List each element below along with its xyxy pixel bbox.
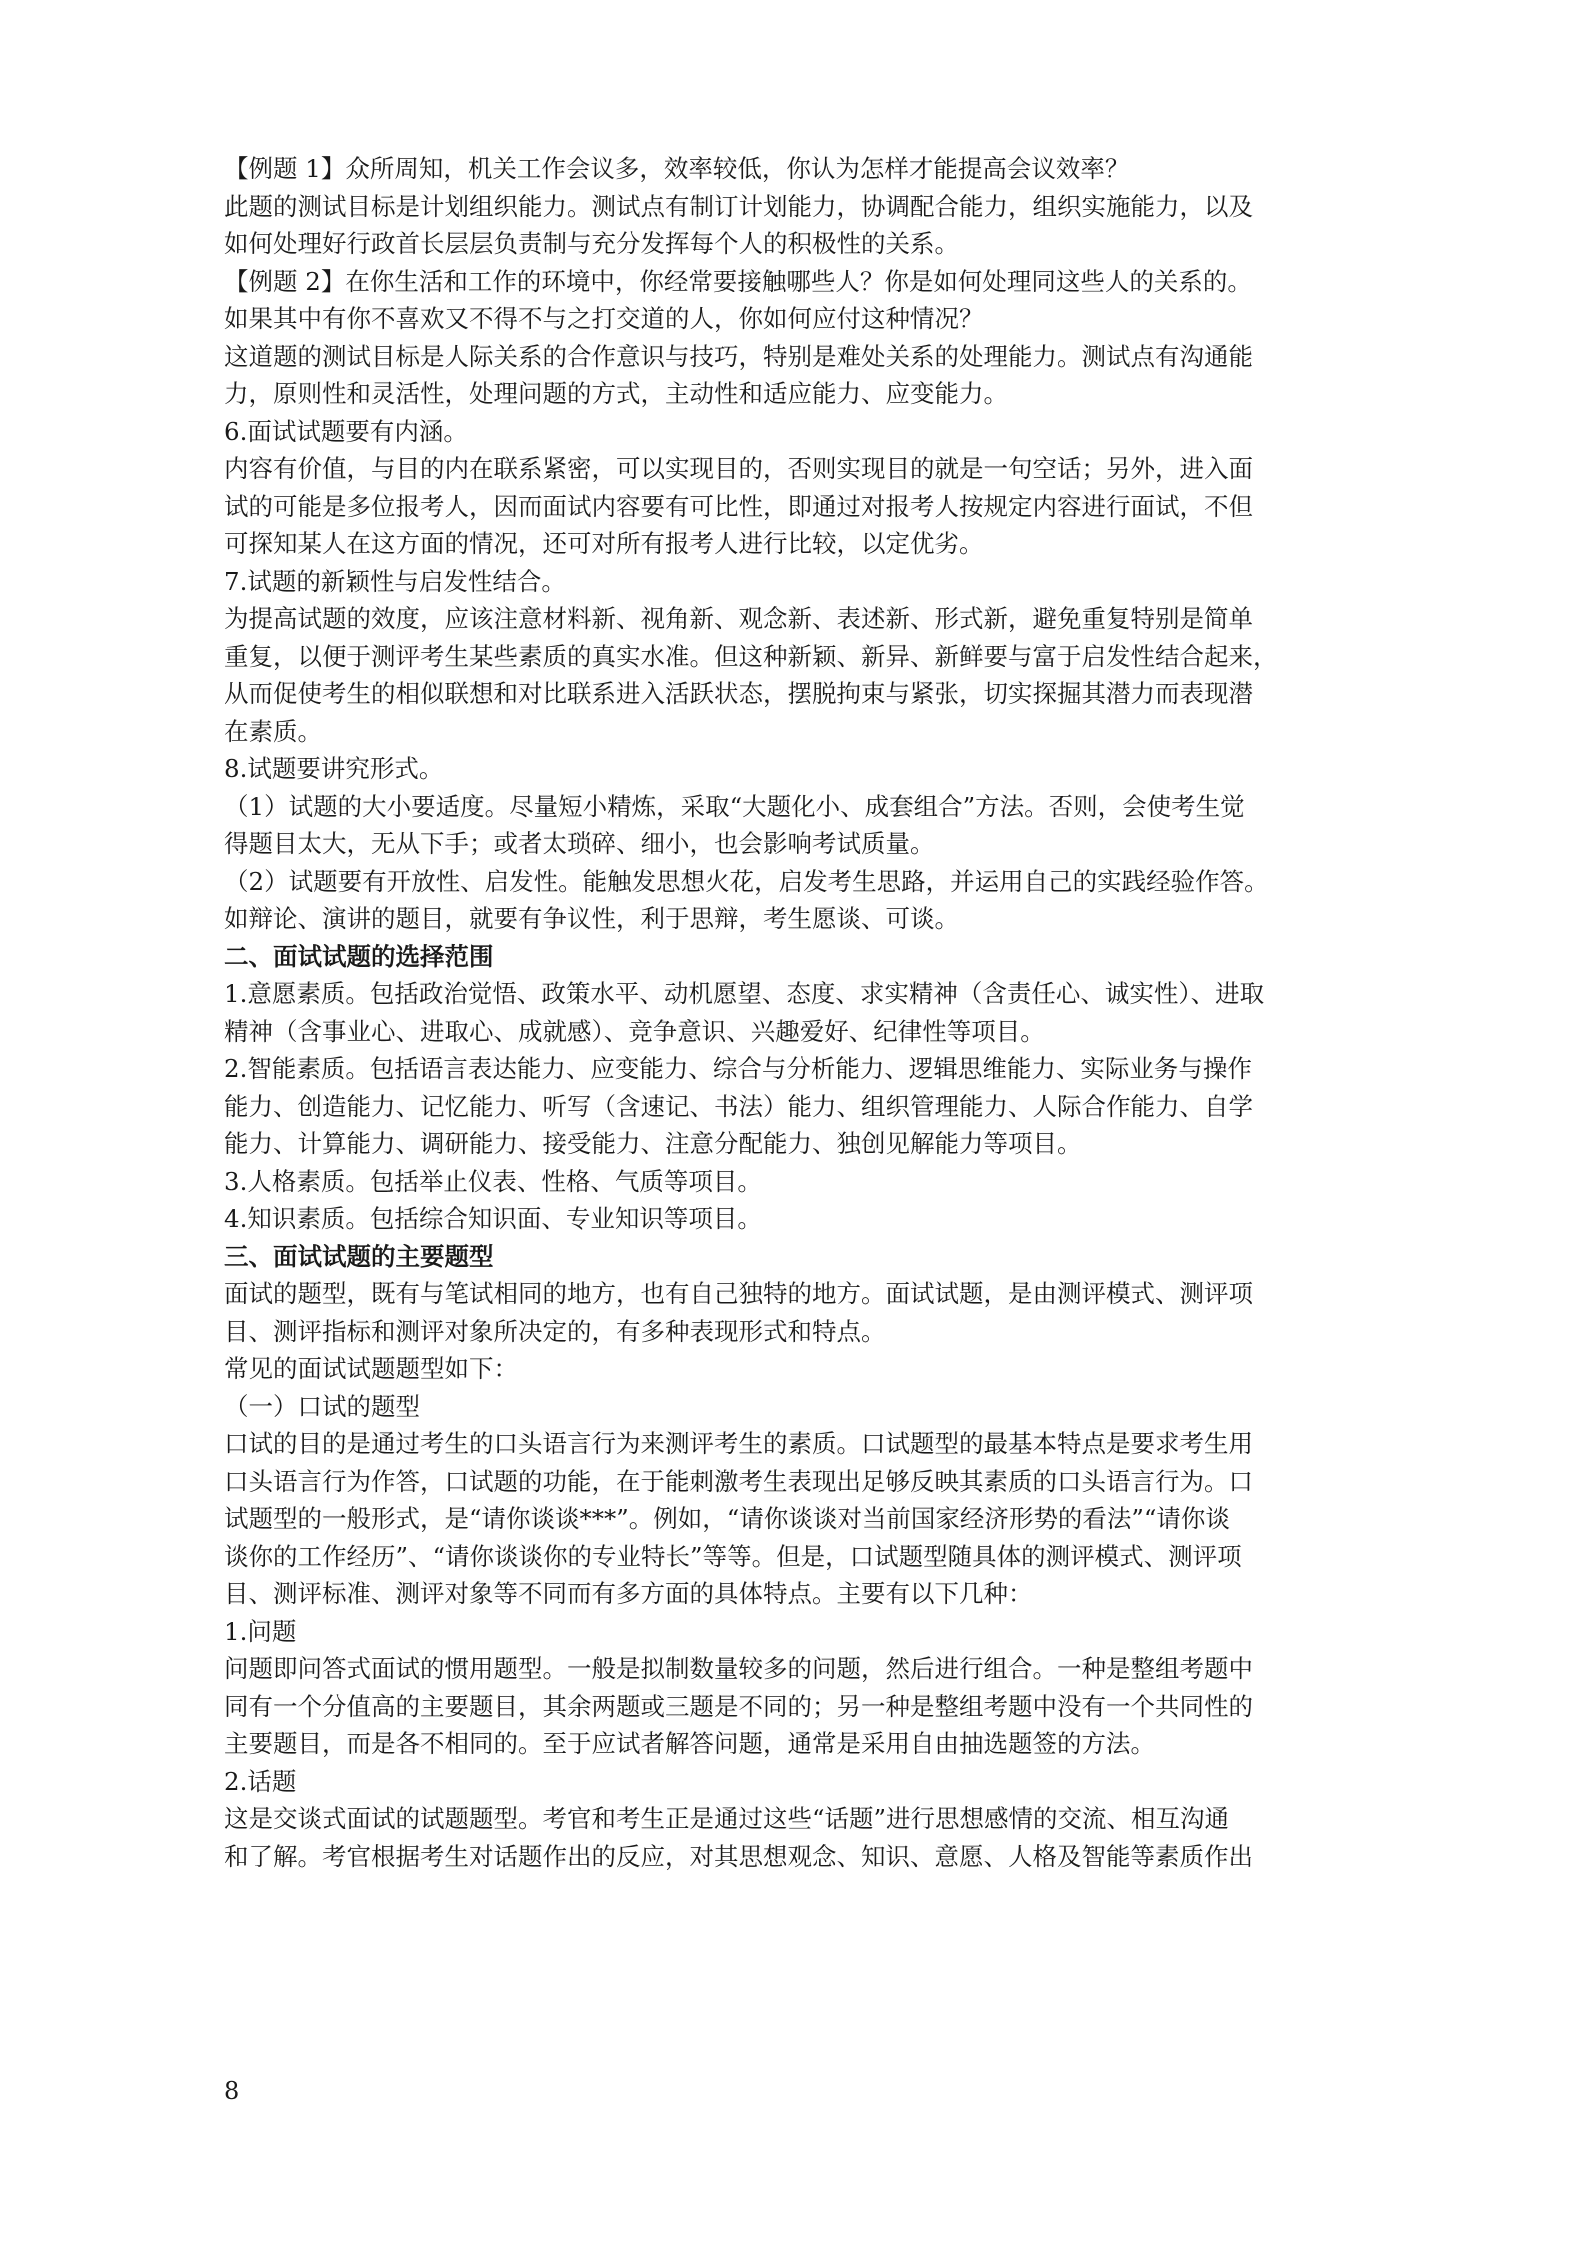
text-line: 精神（含事业心、进取心、成就感）、竞争意识、兴趣爱好、纪律性等项目。 (224, 1016, 1045, 1046)
text-line: 试题型的一般形式，是“请你谈谈***”。例如，“请你谈谈对当前国家经济形势的看法”“请你谈 (224, 1504, 1230, 1533)
text-line: 2.智能素质。包括语言表达能力、应变能力、综合与分析能力、逻辑思维能力、实际业务与操作 (224, 1054, 1252, 1083)
text-line: 如辩论、演讲的题目，就要有争议性，利于思辩，考生愿谈、可谈。 (224, 904, 959, 933)
text-line: 6.面试试题要有内涵。 (224, 416, 468, 446)
text-line: 目、测评指标和测评对象所决定的，有多种表现形式和特点。 (224, 1316, 886, 1346)
text-line: 和了解。考官根据考生对话题作出的反应，对其思想观念、知识、意愿、人格及智能等素质作出 (224, 1841, 1253, 1871)
text-line: （1）试题的大小要适度。尽量短小精炼，采取“大题化小、成套组合”方法。否则，会使考生觉 (224, 791, 1245, 821)
text-line: 问题即问答式面试的惯用题型。一般是拟制数量较多的问题，然后进行组合。一种是整组考题中 (224, 1654, 1253, 1683)
text-line: 主要题目，而是各不相同的。至于应试者解答问题，通常是采用自由抽选题签的方法。 (224, 1729, 1155, 1758)
text-line: 能力、计算能力、调研能力、接受能力、注意分配能力、独创见解能力等项目。 (224, 1129, 1082, 1158)
text-line: 如果其中有你不喜欢又不得不与之打交道的人，你如何应付这种情况？ (224, 304, 984, 333)
text-line: 4.知识素质。包括综合知识面、专业知识等项目。 (224, 1204, 762, 1233)
text-line: 1.意愿素质。包括政治觉悟、政策水平、动机愿望、态度、求实精神（含责任心、诚实性）、进取 (224, 979, 1265, 1008)
text-line: 重复，以便于测评考生某些素质的真实水准。但这种新颖、新异、新鲜要与富于启发性结合起来， (224, 641, 1278, 671)
text-line: 口头语言行为作答，口试题的功能，在于能刺激考生表现出足够反映其素质的口头语言行为。口 (224, 1466, 1253, 1496)
text-line: 从而促使考生的相似联想和对比联系进入活跃状态，摆脱拘束与紧张，切实探掘其潜力而表现潜 (224, 679, 1253, 708)
text-line: 这道题的测试目标是人际关系的合作意识与技巧，特别是难处关系的处理能力。测试点有沟通能 (224, 341, 1253, 371)
text-line: 在素质。 (224, 716, 322, 746)
text-line: 常见的面试试题题型如下： (224, 1354, 518, 1383)
text-line: 1.问题 (224, 1616, 297, 1646)
text-line: （2）试题要有开放性、启发性。能触发思想火花，启发考生思路，并运用自己的实践经验作答。 (224, 866, 1269, 896)
page-body (224, 150, 1404, 1875)
text-line: 3.人格素质。包括举止仪表、性格、气质等项目。 (224, 1166, 762, 1196)
text-line: 口试的目的是通过考生的口头语言行为来测评考生的素质。口试题型的最基本特点是要求考生用 (224, 1429, 1253, 1458)
text-line: 8.试题要讲究形式。 (224, 754, 444, 783)
page-number: 8 (224, 2077, 240, 2105)
section-heading: 二、面试试题的选择范围 (224, 941, 494, 971)
text-line: 目、测评标准、测评对象等不同而有多方面的具体特点。主要有以下几种： (224, 1579, 1033, 1608)
text-line: 【例题 1】众所周知，机关工作会议多，效率较低，你认为怎样才能提高会议效率？ (224, 154, 1130, 183)
text-line: 同有一个分值高的主要题目，其余两题或三题是不同的；另一种是整组考题中没有一个共同性的 (224, 1691, 1253, 1721)
text-line: 为提高试题的效度，应该注意材料新、视角新、观念新、表述新、形式新，避免重复特别是简单 (224, 604, 1253, 633)
text-line: 谈你的工作经历”、“请你谈谈你的专业特长”等等。但是，口试题型随具体的测评模式、测评项 (224, 1541, 1242, 1571)
text-line: 内容有价值，与目的内在联系紧密，可以实现目的，否则实现目的就是一句空话；另外，进入面 (224, 454, 1253, 483)
text-line: 面试的题型，既有与笔试相同的地方，也有自己独特的地方。面试试题，是由测评模式、测评项 (224, 1279, 1253, 1308)
text-line: 可探知某人在这方面的情况，还可对所有报考人进行比较，以定优劣。 (224, 529, 984, 558)
text-line: 2.话题 (224, 1766, 297, 1796)
text-line: 得题目太大，无从下手；或者太琐碎、细小，也会影响考试质量。 (224, 829, 935, 858)
text-line: 力，原则性和灵活性，处理问题的方式，主动性和适应能力、应变能力。 (224, 379, 1008, 408)
section-heading: 三、面试试题的主要题型 (224, 1241, 494, 1271)
text-line: （一）口试的题型 (224, 1391, 420, 1421)
text-line: 能力、创造能力、记忆能力、听写（含速记、书法）能力、组织管理能力、人际合作能力、自学 (224, 1091, 1253, 1121)
text-line: 7.试题的新颖性与启发性结合。 (224, 566, 566, 596)
text-line: 如何处理好行政首长层层负责制与充分发挥每个人的积极性的关系。 (224, 229, 959, 258)
text-line: 【例题 2】在你生活和工作的环境中，你经常要接触哪些人？你是如何处理同这些人的关系的。 (224, 266, 1252, 296)
text-line: 这是交谈式面试的试题题型。考官和考生正是通过这些“话题”进行思想感情的交流、相互沟通 (224, 1804, 1230, 1833)
text-line: 试的可能是多位报考人，因而面试内容要有可比性，即通过对报考人按规定内容进行面试，不但 (224, 491, 1253, 521)
text-line: 此题的测试目标是计划组织能力。测试点有制订计划能力，协调配合能力，组织实施能力，以及 (224, 191, 1253, 221)
